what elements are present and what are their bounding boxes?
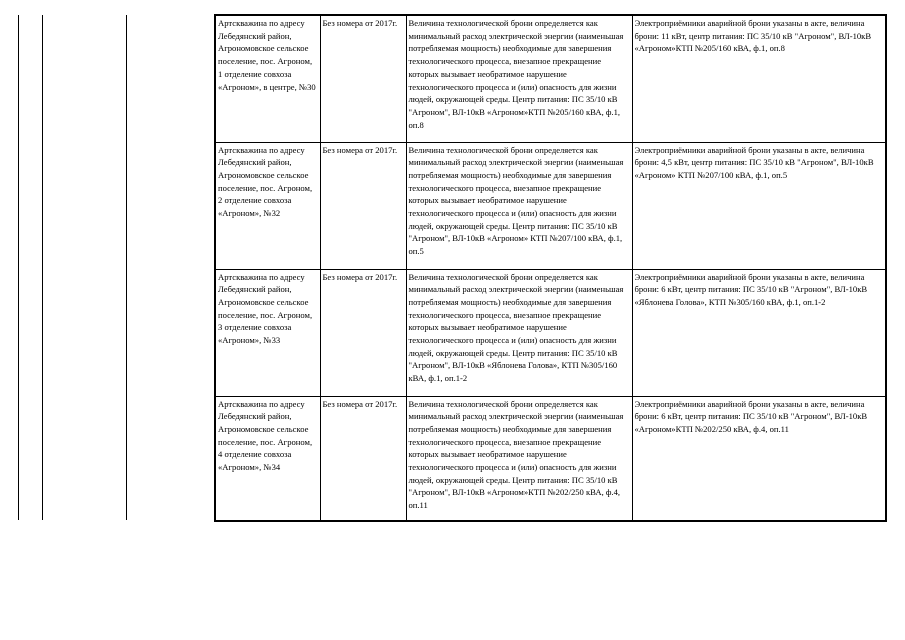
details-cell: Электроприёмники аварийной брони указаны в акте, величина брони: 6 кВт, центр питания: ПС 35/10 кВ "Агроном", ВЛ-10кВ «Яблонева Голова», КТП №305/160 кВА, ф.1, оп.1-2 (632, 269, 886, 396)
object-address-cell: Артскважина по адресу Лебедянский район, Агрономовское сельское поселение, пос. Агроном, 3 отделение совхоза «Агроном», №33 (215, 269, 320, 396)
details-cell: Электроприёмники аварийной брони указаны в акте, величина брони: 6 кВт, центр питания: ПС 35/10 кВ "Агроном", ВЛ-10кВ «Агроном»КТП №202/250 кВА, ф.4, оп.11 (632, 396, 886, 521)
table-row (215, 396, 886, 521)
table-row (215, 142, 886, 269)
left-column-rule (42, 15, 43, 520)
reservation-table (214, 14, 887, 522)
object-address-cell: Артскважина по адресу Лебедянский район, Агрономовское сельское поселение, пос. Агроном, 4 отделение совхоза «Агроном», №34 (215, 396, 320, 521)
act-number-cell: Без номера от 2017г. (320, 15, 406, 142)
act-number-cell: Без номера от 2017г. (320, 396, 406, 521)
table-row (215, 269, 886, 396)
object-address-cell: Артскважина по адресу Лебедянский район, Агрономовское сельское поселение, пос. Агроном, 1 отделение совхоза «Агроном», в центре, №30 (215, 15, 320, 142)
table-row (215, 15, 886, 142)
details-cell: Электроприёмники аварийной брони указаны в акте, величина брони: 11 кВт, центр питания: ПС 35/10 кВ "Агроном", ВЛ-10кВ «Агроном»КТП №205/160 кВА, ф.1, оп.8 (632, 15, 886, 142)
object-address-cell: Артскважина по адресу Лебедянский район, Агрономовское сельское поселение, пос. Агроном, 2 отделение совхоза «Агроном», №32 (215, 142, 320, 269)
description-cell: Величина технологической брони определяется как минимальный расход электрической энергии (наименьшая потребляемая мощность) необходимые для завершения технологического процесса, внезапное прекращение которых вызывает необратимое нарушение технологического процесса и (или) опасность для жизни людей, окружающей среды. Центр питания: ПС 35/10 кВ "Агроном", ВЛ-10кВ «Агроном»КТП №202/250 кВА, ф.4, оп.11 (406, 396, 632, 521)
description-cell: Величина технологической брони определяется как минимальный расход электрической энергии (наименьшая потребляемая мощность) необходимые для завершения технологического процесса, внезапное прекращение которых вызывает необратимое нарушение технологического процесса и (или) опасность для жизни людей, окружающей среды. Центр питания: ПС 35/10 кВ "Агроном", ВЛ-10кВ «Яблонева Голова», КТП №305/160 кВА, ф.1, оп.1-2 (406, 269, 632, 396)
act-number-cell: Без номера от 2017г. (320, 269, 406, 396)
description-cell: Величина технологической брони определяется как минимальный расход электрической энергии (наименьшая потребляемая мощность) необходимые для завершения технологического процесса, внезапное прекращение которых вызывает необратимое нарушение технологического процесса и (или) опасность для жизни людей, окружающей среды. Центр питания: ПС 35/10 кВ "Агроном", ВЛ-10кВ «Агроном» КТП №207/100 кВА, ф.1, оп.5 (406, 142, 632, 269)
details-cell: Электроприёмники аварийной брони указаны в акте, величина брони: 4,5 кВт, центр питания: ПС 35/10 кВ "Агроном", ВЛ-10кВ «Агроном» КТП №207/100 кВА, ф.1, оп.5 (632, 142, 886, 269)
left-column-rule (126, 15, 127, 520)
act-number-cell: Без номера от 2017г. (320, 142, 406, 269)
left-column-rule (18, 15, 19, 520)
description-cell: Величина технологической брони определяется как минимальный расход электрической энергии (наименьшая потребляемая мощность) необходимые для завершения технологического процесса, внезапное прекращение которых вызывает необратимое нарушение технологического процесса и (или) опасность для жизни людей, окружающей среды. Центр питания: ПС 35/10 кВ "Агроном", ВЛ-10кВ «Агроном»КТП №205/160 кВА, ф.1, оп.8 (406, 15, 632, 142)
